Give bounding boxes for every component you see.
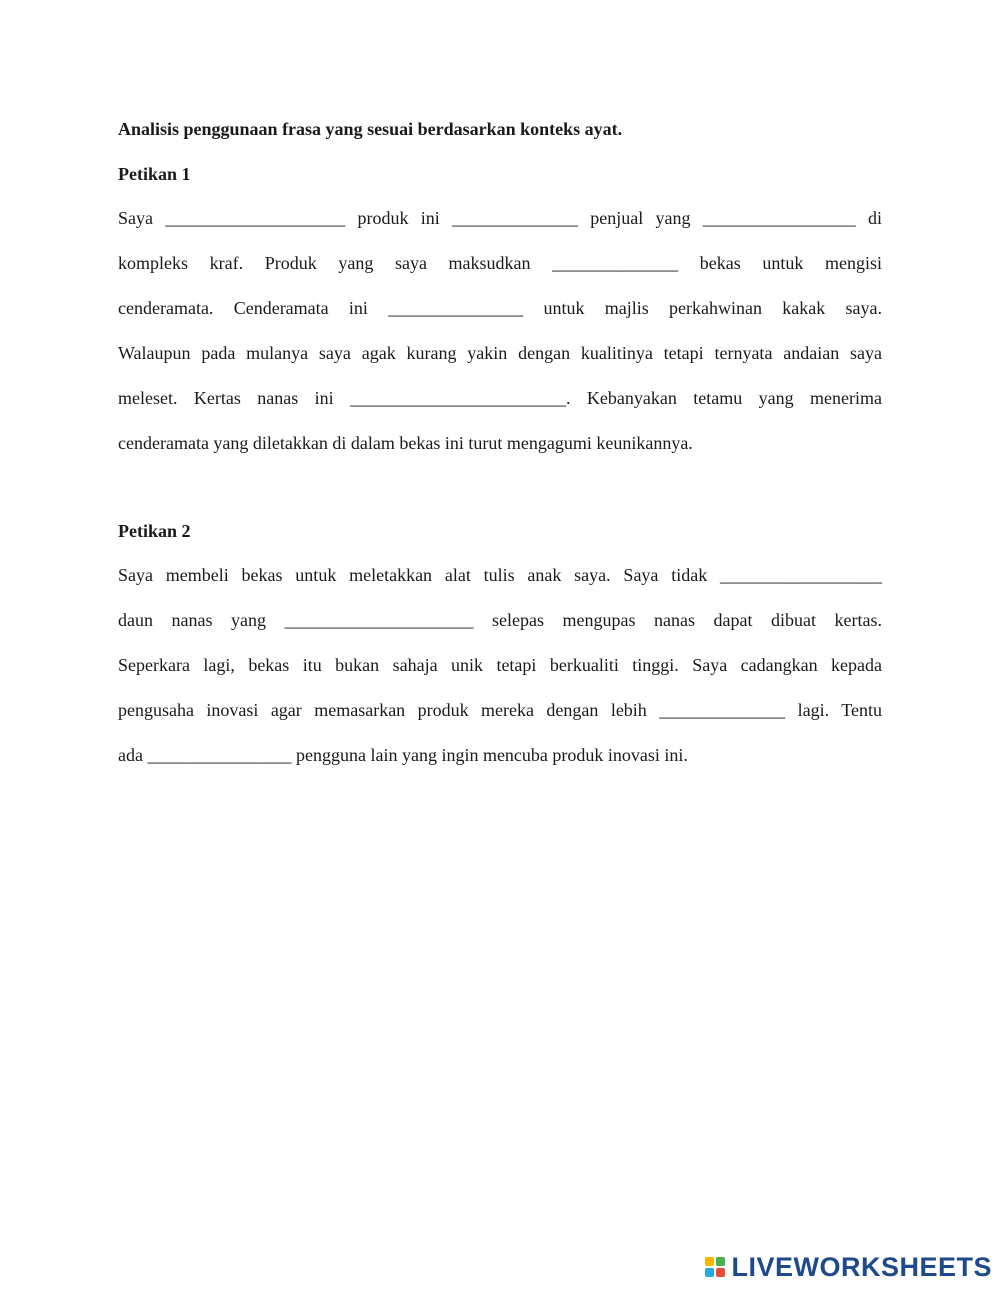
- passage-petikan-2: [118, 553, 882, 778]
- passage-line: pengusaha inovasi agar memasarkan produk mereka dengan lebih ______________ lagi. Tentu: [118, 700, 882, 720]
- passage-petikan-1: [118, 196, 882, 466]
- passage-line: Saya ____________________ produk ini ______________ penjual yang _________________ di: [118, 208, 882, 228]
- passage-line: Seperkara lagi, bekas itu bukan sahaja unik tetapi berkualiti tinggi. Saya cadangkan kepada: [118, 655, 882, 675]
- passage-line: Walaupun pada mulanya saya agak kurang yakin dengan kualitinya tetapi ternyata andaian saya: [118, 343, 882, 363]
- passage-line: Saya membeli bekas untuk meletakkan alat tulis anak saya. Saya tidak __________________: [118, 565, 882, 585]
- passage-line: ada ________________ pengguna lain yang ingin mencuba produk inovasi ini.: [118, 745, 688, 765]
- section-spacer: [118, 466, 882, 518]
- worksheet-page: [118, 116, 882, 778]
- section-heading-petikan-2: Petikan 2: [118, 521, 191, 541]
- passage-line: kompleks kraf. Produk yang saya maksudkan ______________ bekas untuk mengisi: [118, 253, 882, 273]
- section-heading-petikan-1: Petikan 1: [118, 164, 191, 184]
- worksheet-title: Analisis penggunaan frasa yang sesuai berdasarkan konteks ayat.: [118, 119, 623, 139]
- passage-line: cenderamata. Cenderamata ini _______________ untuk majlis perkahwinan kakak saya.: [118, 298, 882, 318]
- passage-line: meleset. Kertas nanas ini ________________________. Kebanyakan tetamu yang menerima: [118, 388, 882, 408]
- passage-line: cenderamata yang diletakkan di dalam bekas ini turut mengagumi keunikannya.: [118, 433, 693, 453]
- liveworksheets-logo: [705, 1253, 992, 1281]
- passage-line: daun nanas yang _____________________ selepas mengupas nanas dapat dibuat kertas.: [118, 610, 882, 630]
- logo-text: LIVEWORKSHEETS: [731, 1251, 992, 1282]
- liveworksheets-logo-icon: [705, 1257, 725, 1277]
